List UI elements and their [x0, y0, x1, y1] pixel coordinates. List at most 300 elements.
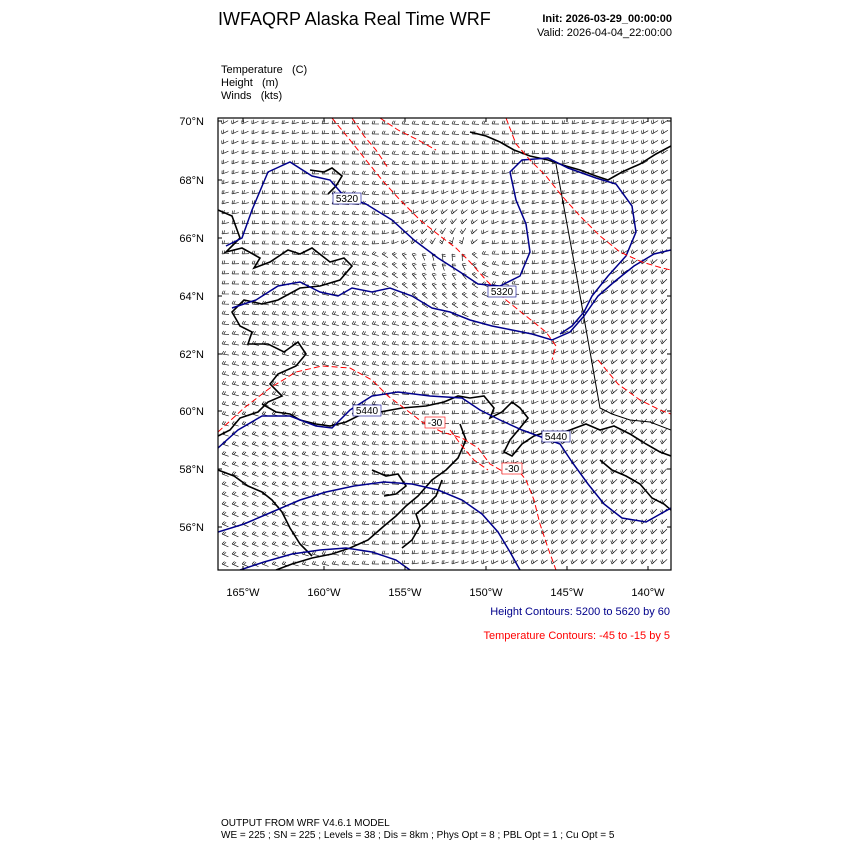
wind-barb — [522, 400, 529, 404]
wind-barb — [242, 562, 248, 567]
wind-barb — [392, 292, 398, 298]
wind-barb — [472, 380, 479, 384]
wind-barb — [352, 271, 359, 275]
wind-barb — [422, 131, 429, 135]
wind-barb — [312, 471, 319, 476]
wind-barb — [222, 381, 229, 385]
wind-barb — [352, 231, 359, 235]
wind-barb — [352, 321, 359, 325]
wind-barb — [482, 160, 489, 164]
wind-barb — [312, 201, 319, 204]
wind-barb — [302, 201, 309, 204]
wind-barb — [242, 210, 249, 214]
wind-barb — [532, 180, 539, 184]
wind-barb — [661, 170, 668, 175]
wind-barb — [661, 319, 667, 324]
wind-barb — [392, 311, 399, 316]
wind-barb — [412, 321, 419, 326]
wind-barb — [352, 171, 359, 175]
wind-barb — [591, 430, 598, 434]
wind-barb — [651, 279, 657, 284]
wind-barb — [472, 550, 479, 554]
wind-barb — [430, 238, 436, 244]
wind-barb — [402, 321, 409, 326]
wind-barb — [252, 451, 259, 456]
wind-barb — [422, 471, 429, 474]
wind-barb — [382, 561, 389, 564]
wind-barb — [312, 461, 319, 466]
wind-barb — [412, 341, 419, 345]
wind-barb — [282, 431, 289, 436]
wind-barb — [552, 150, 559, 154]
wind-barb — [452, 381, 459, 384]
wind-barb — [492, 301, 499, 305]
wind-barb — [342, 431, 349, 436]
wind-barb — [342, 501, 349, 505]
wind-barb — [472, 480, 479, 484]
wind-barb — [552, 250, 559, 254]
wind-barb — [242, 381, 249, 386]
wind-barb — [342, 461, 349, 465]
wind-barb — [292, 451, 299, 456]
wind-barb — [561, 490, 568, 495]
wind-barb — [601, 509, 607, 514]
wind-barb — [482, 200, 489, 204]
wind-barb — [362, 361, 369, 365]
wind-barb — [392, 371, 399, 375]
wind-barb — [542, 410, 549, 414]
wind-barb — [492, 210, 499, 214]
wind-barb — [322, 271, 329, 275]
wind-barb — [562, 340, 569, 344]
wind-barb — [342, 321, 349, 326]
wind-barb — [252, 361, 259, 366]
wind-barb — [532, 390, 539, 394]
wind-barb — [252, 180, 259, 184]
wind-barb — [392, 441, 399, 445]
wind-barb — [651, 240, 658, 244]
wind-barb — [551, 490, 558, 494]
wind-barb — [432, 371, 439, 374]
wind-barb — [581, 430, 588, 435]
wind-barb — [562, 310, 569, 314]
wind-barb — [631, 509, 637, 514]
wind-barb — [422, 351, 429, 355]
wind-barb — [302, 231, 309, 235]
wind-barb — [581, 490, 588, 495]
wind-barb — [262, 130, 269, 134]
wind-barb — [312, 541, 319, 546]
wind-barb — [332, 141, 339, 144]
wind-barb — [492, 540, 499, 544]
wind-barb — [572, 230, 579, 234]
wind-barb — [332, 331, 339, 336]
wind-barb — [382, 431, 389, 435]
wind-barb — [292, 521, 299, 526]
wind-barb — [592, 260, 599, 264]
wind-barb — [642, 140, 649, 144]
wind-barb — [402, 311, 409, 316]
wind-barb — [462, 170, 469, 174]
wind-barb — [582, 240, 589, 244]
wind-barb — [412, 151, 419, 155]
wind-barb — [362, 251, 369, 255]
wind-barb — [601, 479, 608, 484]
wind-barb — [631, 449, 637, 454]
wind-barb — [322, 531, 329, 536]
wind-barb — [332, 561, 339, 565]
wind-barb — [502, 321, 509, 324]
wind-barb — [531, 550, 538, 554]
wind-barb — [282, 541, 289, 546]
wind-barb — [452, 510, 459, 514]
wind-barb — [552, 130, 559, 134]
wind-barb — [362, 511, 369, 515]
wind-barb — [482, 390, 489, 394]
wind-barb — [392, 181, 399, 184]
wind-barb — [352, 381, 359, 386]
wind-barb — [641, 170, 648, 174]
wind-barb — [422, 321, 429, 326]
wind-barb — [562, 220, 569, 224]
wind-barb — [552, 360, 559, 364]
wind-barb — [262, 461, 269, 466]
wind-barb — [262, 331, 269, 335]
wind-barb — [352, 211, 359, 215]
wind-barb — [442, 500, 449, 504]
wind-barb — [452, 341, 459, 345]
wind-barb — [542, 210, 549, 214]
wind-barb — [292, 271, 299, 275]
wind-barb — [532, 400, 539, 404]
wind-barb — [372, 341, 379, 345]
wind-barb — [621, 379, 627, 384]
wind-barb — [322, 211, 329, 215]
wind-barb — [492, 200, 499, 204]
wind-barb — [542, 180, 549, 184]
wind-barb — [222, 411, 229, 416]
wind-barb — [562, 380, 569, 384]
wind-barb — [322, 381, 329, 386]
wind-barb — [522, 210, 529, 214]
wind-barb — [631, 260, 638, 265]
wind-barb — [571, 410, 578, 414]
wind-barb — [661, 220, 668, 225]
wind-barb — [402, 511, 409, 514]
wind-barb — [402, 171, 409, 174]
wind-barb — [492, 500, 499, 504]
wind-barb — [322, 521, 329, 526]
wind-barb — [482, 240, 489, 244]
wind-barb — [382, 230, 389, 234]
wind-barb — [412, 331, 419, 335]
wind-barb — [562, 180, 569, 184]
wind-barb — [422, 381, 429, 385]
wind-barb — [282, 120, 289, 124]
wind-barb — [432, 451, 439, 455]
wind-barb — [272, 561, 279, 566]
wind-barb — [302, 371, 309, 376]
wind-barb — [621, 290, 628, 295]
wind-barb — [352, 461, 359, 465]
wind-barb — [362, 351, 369, 355]
wind-barb — [631, 469, 637, 474]
wind-barb — [262, 281, 269, 285]
wind-barb — [322, 261, 329, 265]
wind-barb — [591, 420, 598, 424]
wind-barb — [392, 171, 399, 175]
wind-barb — [631, 200, 638, 204]
wind-barb — [462, 540, 469, 544]
height-label-text: 5440 — [355, 406, 379, 417]
wind-barb — [492, 480, 499, 484]
wind-barb — [651, 230, 658, 234]
wind-barb — [232, 341, 239, 345]
wind-barb — [442, 460, 449, 464]
wind-barb — [532, 220, 539, 224]
wind-barb — [612, 210, 619, 214]
wind-barb — [272, 130, 279, 134]
wind-barb — [660, 429, 666, 434]
wind-barb — [272, 150, 279, 154]
wind-barb — [651, 269, 657, 274]
wind-barb — [542, 420, 549, 424]
wind-barb — [512, 321, 519, 325]
wind-barb — [352, 451, 359, 455]
wind-barb — [222, 542, 228, 547]
wind-barb — [462, 520, 469, 524]
wind-barb — [252, 150, 259, 154]
wind-barb — [532, 160, 539, 164]
wind-barb — [532, 370, 539, 374]
wind-barb — [432, 160, 439, 164]
wind-barb — [471, 220, 478, 225]
wind-barb — [521, 530, 528, 534]
wind-barb — [552, 280, 559, 284]
wind-barb — [422, 401, 429, 404]
wind-barb — [512, 440, 519, 444]
wind-barb — [601, 400, 608, 404]
wind-barb — [362, 261, 369, 265]
wind-barb — [611, 389, 618, 394]
wind-barb — [282, 471, 289, 476]
wind-barb — [412, 371, 419, 375]
wind-barb — [582, 190, 589, 194]
wind-barb — [352, 251, 359, 255]
wind-barb — [472, 341, 479, 345]
wind-barb — [252, 190, 259, 194]
wind-barb — [242, 391, 249, 396]
wind-barb — [512, 520, 519, 524]
wind-barb — [612, 120, 619, 124]
wind-barb — [582, 280, 589, 284]
wind-barb — [422, 283, 427, 289]
wind-barb — [342, 151, 349, 154]
wind-barb — [242, 471, 249, 476]
wind-barb — [452, 131, 459, 135]
wind-barb — [222, 130, 229, 134]
wind-barb — [442, 160, 449, 164]
height-label — [488, 286, 516, 298]
wind-barb — [551, 520, 558, 525]
wind-barb — [382, 381, 389, 385]
wind-barb — [302, 531, 309, 536]
height-label — [353, 405, 381, 417]
wind-barb — [262, 211, 269, 215]
wind-barb — [612, 190, 619, 194]
wind-barb — [452, 530, 459, 534]
wind-barb — [522, 470, 529, 474]
wind-barb — [362, 381, 369, 385]
wind-barb — [232, 451, 239, 456]
wind-barb — [581, 470, 588, 474]
lat-label: 64°N — [179, 291, 204, 303]
wind-barb — [651, 329, 657, 334]
wind-barb — [512, 230, 519, 234]
wind-barb — [342, 221, 349, 225]
wind-barb — [422, 530, 429, 534]
wind-barb — [651, 549, 657, 554]
wind-barb — [312, 341, 319, 346]
wind-barb — [492, 350, 499, 354]
wind-barb — [502, 480, 509, 484]
wind-barb — [641, 469, 647, 474]
wind-barb — [412, 431, 419, 434]
wind-barb — [502, 261, 509, 265]
wind-barb — [611, 549, 617, 554]
wind-barb — [502, 520, 509, 524]
wind-barb — [312, 521, 319, 526]
wind-barb — [242, 200, 249, 204]
wind-barb — [452, 391, 459, 395]
wind-barb — [432, 264, 436, 271]
wind-barb — [392, 272, 398, 278]
wind-barb — [372, 271, 379, 276]
wind-barb — [631, 230, 638, 234]
wind-barb — [602, 150, 609, 154]
wind-barb — [312, 381, 319, 386]
wind-barb — [292, 421, 299, 426]
wind-barb — [422, 161, 429, 164]
wind-barb — [392, 141, 399, 145]
wind-barb — [611, 340, 618, 345]
wind-barb — [412, 451, 419, 454]
wind-barb — [562, 240, 569, 244]
wind-barb — [222, 120, 229, 124]
wind-barb — [272, 271, 279, 275]
wind-barb — [222, 170, 229, 174]
wind-barb — [552, 310, 559, 314]
wind-barb — [492, 550, 499, 554]
wind-barb — [252, 160, 259, 164]
plot-title: IWFAQRP Alaska Real Time WRF — [218, 9, 491, 29]
wind-barb — [472, 252, 478, 258]
wind-barb — [572, 190, 579, 194]
wind-barb — [352, 291, 359, 295]
wind-barb — [651, 559, 657, 564]
wind-barb — [532, 410, 539, 414]
wind-barb — [282, 361, 289, 366]
wind-barb — [631, 409, 637, 414]
wind-barb — [591, 539, 597, 544]
wind-barb — [262, 311, 269, 315]
wind-barb — [482, 530, 489, 534]
wind-barb — [621, 280, 628, 284]
wind-barb — [312, 501, 319, 506]
wind-barb — [651, 259, 658, 264]
wind-barb — [362, 311, 369, 315]
wind-barb — [641, 409, 647, 414]
wind-barb — [611, 250, 618, 254]
wind-barb — [571, 550, 578, 555]
wind-barb — [502, 180, 509, 184]
wind-barb — [621, 240, 628, 244]
wind-barb — [552, 140, 559, 144]
wind-barb — [392, 200, 399, 204]
wind-barb — [222, 311, 229, 315]
wind-barb — [392, 331, 399, 335]
wind-barb — [582, 130, 589, 134]
wind-barb — [372, 301, 379, 305]
wind-barb — [502, 230, 509, 234]
wind-barb — [601, 420, 607, 425]
wind-barb — [572, 120, 579, 124]
wind-barb — [522, 360, 529, 364]
wind-barb — [562, 160, 569, 164]
wind-barb — [531, 520, 538, 524]
wind-barb — [611, 360, 618, 364]
wind-barb — [492, 331, 499, 334]
wind-barb — [601, 529, 607, 534]
wind-barb — [502, 550, 509, 554]
wind-barb — [442, 530, 449, 534]
wind-barb — [532, 360, 539, 364]
wind-barb — [591, 320, 598, 324]
wind-barb — [322, 151, 329, 154]
wind-barb — [282, 341, 289, 346]
wind-barb — [262, 150, 269, 154]
wind-barb — [651, 299, 657, 304]
wind-barb — [502, 430, 509, 434]
wind-barb — [342, 211, 349, 215]
wind-barb — [492, 131, 499, 134]
wind-barb — [252, 441, 259, 446]
wind-barb — [572, 160, 579, 164]
wind-barb — [431, 210, 438, 215]
wind-barb — [272, 120, 279, 124]
wind-barb — [581, 420, 588, 425]
wind-barb — [342, 241, 349, 245]
wind-barb — [352, 431, 359, 435]
field-name: Temperature — [221, 64, 283, 76]
wind-barb — [442, 341, 449, 345]
wind-barb — [292, 191, 299, 194]
field-unit: (C) — [291, 64, 308, 76]
wind-barb — [452, 420, 459, 424]
wind-barb — [442, 180, 449, 184]
wind-barb — [292, 261, 299, 265]
field-name: Height — [221, 77, 253, 89]
wind-barb — [382, 371, 389, 375]
wind-barb — [312, 391, 319, 396]
wind-barb — [452, 254, 455, 261]
wind-barb — [571, 480, 578, 485]
wind-barb — [442, 264, 446, 271]
wind-barb — [402, 451, 409, 455]
wind-barb — [442, 371, 449, 374]
wind-barb — [322, 301, 329, 305]
wind-barb — [641, 369, 647, 374]
